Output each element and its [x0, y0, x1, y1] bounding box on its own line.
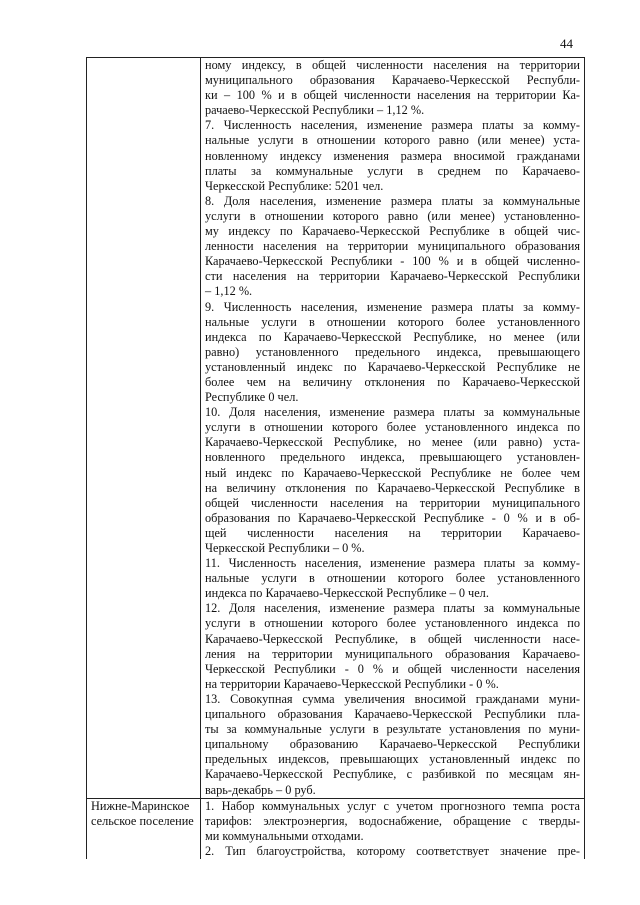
municipal-indices-table [86, 57, 585, 859]
indicator-text-line: предельных индексов, превышающих установленный индекс по [205, 752, 580, 767]
indicator-text-line: 1. Набор коммунальных услуг с учетом прогнозного темпа роста [205, 798, 580, 813]
indicator-text-line: варь-декабрь – 0 руб. [205, 782, 316, 797]
indicator-text-line: ми коммунальными отходами. [205, 828, 364, 843]
indicator-text-line: Черкесской Республике: 5201 чел. [205, 178, 384, 193]
indicator-text-line: общей численности населения на территории муниципального [205, 495, 580, 510]
indicator-text-line: индекса по Карачаево-Черкесской Республике, но менее (или [205, 329, 580, 344]
indicator-text-line: Карачаево-Черкесской Республике, с разбивкой по месяцам ян- [205, 767, 580, 782]
settlement-name-cell [87, 798, 201, 859]
indicator-text-line: услуги в отношении которого более установленного индекса по [205, 420, 580, 435]
indicator-text-line: 11. Численность населения, изменение размера платы за комму- [205, 556, 580, 571]
indicator-text-line: Черкесской Республики – 0 %. [205, 541, 365, 555]
indicator-text-line: 7. Численность населения, изменение размера платы за комму- [205, 118, 580, 133]
indicator-text-line: му индексу по Карачаево-Черкесской Республике в общей чис- [205, 224, 580, 239]
indicator-text-line: ленности населения на территории муниципального образования [205, 239, 580, 254]
indicator-text-line: тарифов: электроэнергия, водоснабжение, обращение с тверды- [205, 813, 580, 828]
indicator-text-line: Карачаево-Черкесской Республике, в общей численности насе- [205, 631, 580, 646]
table-row [87, 798, 585, 859]
indicator-text-line: Карачаево-Черкесской Республике, но менее (или равно) уста- [205, 435, 580, 450]
settlement-name-cell [87, 58, 201, 799]
indicator-text-line: более чем на величину отклонения по Карачаево-Черкесской [205, 374, 580, 389]
indicator-text-line: новленному индексу изменения размера вносимой гражданами [205, 148, 580, 163]
settlement-name-line: Нижне-Маринское [91, 798, 190, 813]
indicator-text-line: 10. Доля населения, изменение размера платы за коммунальные [205, 405, 580, 420]
indicator-text-line: ципального образования Карачаево-Черкесской Республики пла- [205, 707, 580, 722]
indicator-text-line: 8. Доля населения, изменение размера платы за коммунальные [205, 193, 580, 208]
table-body [87, 58, 585, 859]
indicator-text-line: сти населения на территории Карачаево-Черкесской Республики [205, 269, 580, 284]
indicator-text-line: ципальному образованию Карачаево-Черкесской Республики [205, 737, 580, 752]
indicator-text-line: нальные услуги в отношении которого равно (или менее) уста- [205, 133, 580, 148]
settlement-name-line: сельское поселение [91, 813, 194, 828]
indicator-text-line: Республике 0 чел. [205, 390, 299, 405]
indicator-text-line: услуги в отношении которого равно (или менее) установленно- [205, 208, 580, 223]
indicator-text-line: муниципального образования Карачаево-Черкесской Республи- [205, 73, 580, 88]
indicator-text-line: 2. Тип благоустройства, которому соответствует значение пре- [205, 843, 580, 858]
indicator-text-line: на территории Карачаево-Черкесской Республики - 0 %. [205, 676, 499, 691]
indicator-text-line: новленного предельного индекса, превышающего установлен- [205, 450, 580, 465]
indicator-text-line: Карачаево-Черкесской Республики - 100 % и в общей численно- [205, 254, 580, 269]
indicator-text-line: ления на территории муниципального образования Карачаево- [205, 646, 580, 661]
indicator-text-line: ному индексу, в общей численности населения на территории [205, 58, 580, 72]
indicator-text-line: на величину отклонения по Карачаево-Черкесской Республике в [205, 480, 580, 495]
indicator-text-line: ты за коммунальные услуги в результате установления по муни- [205, 722, 580, 737]
indicator-text-line: ки – 100 % и в общей численности населения на территории Ка- [205, 88, 580, 103]
indicator-text-line: нальные услуги в отношении которого более установленного [205, 571, 580, 586]
indicator-text-line: – 1,12 %. [205, 284, 253, 299]
indicator-text-line: ный индекс по Карачаево-Черкесской Республике не более чем [205, 465, 580, 480]
indicator-text-line: рачаево-Черкесской Республики – 1,12 %. [205, 103, 425, 118]
indicator-text-line: нальные услуги в отношении которого более установленного [205, 314, 580, 329]
indicator-text-line: щей численности населения на территории Карачаево- [205, 525, 580, 540]
indicator-text-line: установленный индекс по Карачаево-Черкесской Республике не [205, 359, 580, 374]
indicator-text-line: 12. Доля населения, изменение размера платы за коммунальные [205, 601, 580, 616]
indicator-text-line: 9. Численность населения, изменение размера платы за комму- [205, 299, 580, 314]
indicator-text-line: индекса по Карачаево-Черкесской Республике – 0 чел. [205, 586, 489, 601]
indicator-text-line: платы за коммунальные услуги в среднем по Карачаево- [205, 163, 580, 178]
indicators-cell [201, 58, 585, 799]
indicators-cell [201, 798, 585, 859]
indicator-text-line: равно) установленного предельного индекса, превышающего [205, 344, 580, 359]
table-row [87, 58, 585, 799]
indicator-text-line: Черкесской Республики - 0 % и общей численности населения [205, 661, 580, 676]
indicator-text-line: 13. Совокупная сумма увеличения вносимой гражданами муни- [205, 691, 580, 706]
indicator-text-line: услуги в отношении которого более установленного индекса по [205, 616, 580, 631]
indicator-text-line: образования по Карачаево-Черкесской Республике - 0 % и в об- [205, 510, 580, 525]
page-number: 44 [560, 36, 573, 51]
